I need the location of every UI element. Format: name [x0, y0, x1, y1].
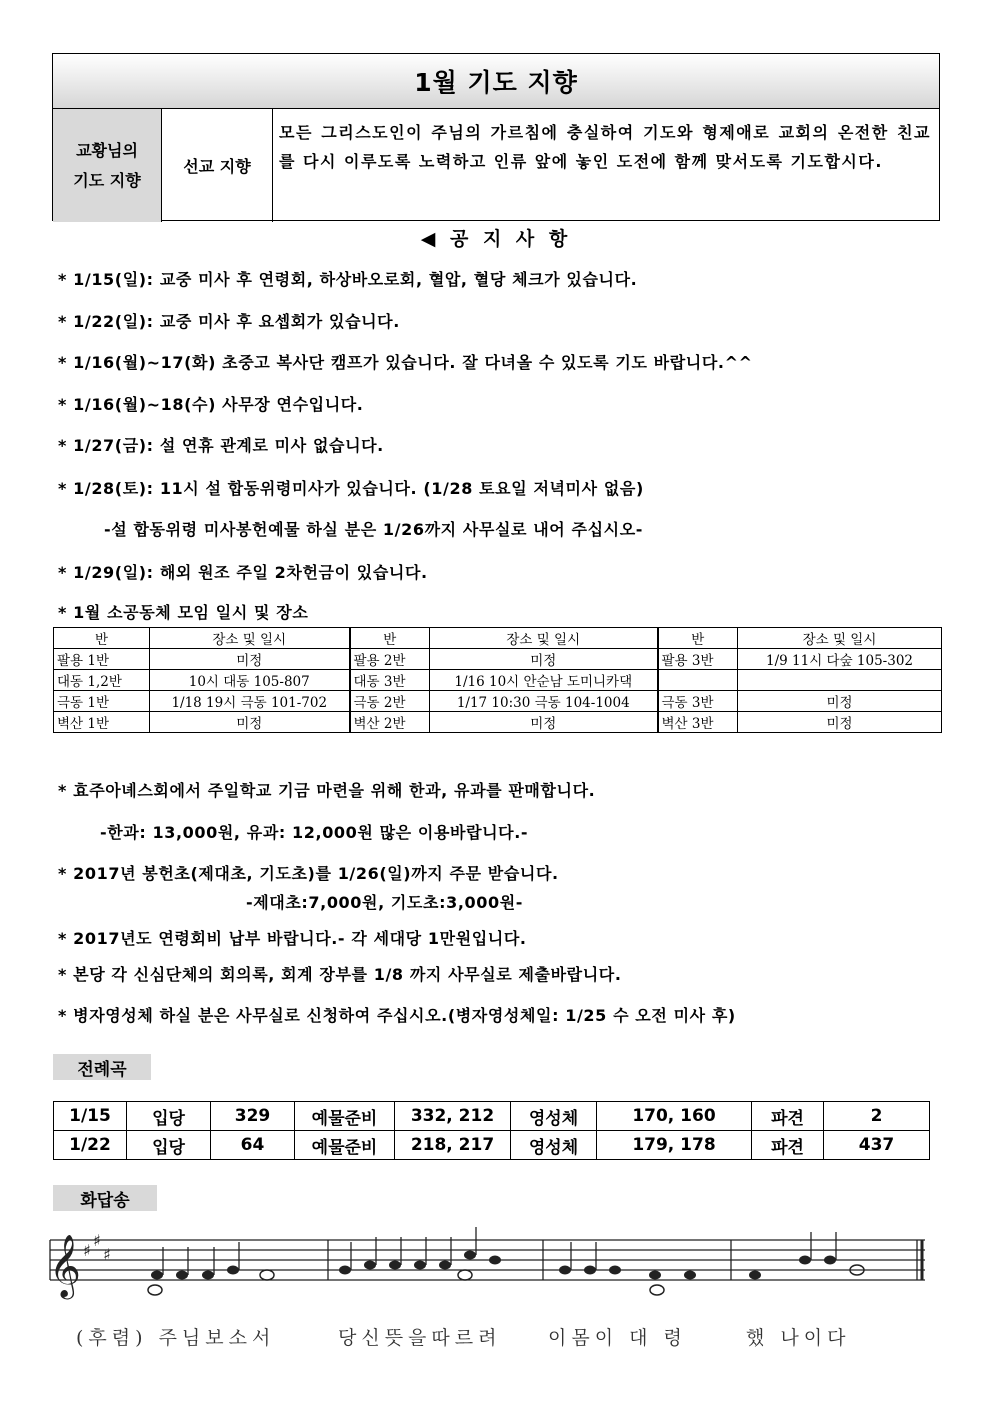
group-name: 팔용 3반	[658, 649, 738, 670]
group-place: 1/18 19시 극동 101-702	[150, 691, 350, 712]
notice-item: * 1/29(일): 해외 원조 주일 2차헌금이 있습니다.	[58, 563, 428, 582]
svg-text:♯: ♯	[83, 1241, 91, 1260]
notice-heading: ◀ 공 지 사 항	[420, 228, 572, 250]
group-name: 팔용 1반	[54, 649, 150, 670]
notice-item: * 효주아녜스회에서 주일학교 기금 마련을 위해 한과, 유과를 판매합니다.	[58, 781, 596, 800]
intention-text: 모든 그리스도인이 주님의 가르침에 충실하여 기도와 형제애로 교회의 온전한 친교를 다시 이루도록 노력하고 인류 앞에 놓인 도전에 함께 맞서도록 기도합시다.	[279, 123, 931, 171]
group-name: 벽산 1반	[54, 712, 150, 733]
psalm-lyric: 했 나이다	[746, 1327, 851, 1349]
intention-label-line2: 기도 지향	[73, 170, 141, 190]
intention-title: 1월 기도 지향	[53, 54, 939, 109]
hymn-label: 영성체	[511, 1131, 597, 1160]
notice-item: * 1월 소공동체 모임 일시 및 장소	[58, 603, 309, 622]
hymn-label: 파견	[752, 1102, 824, 1131]
notice-subitem: -한과: 13,000원, 유과: 12,000원 많은 이용바랍니다.-	[100, 823, 529, 842]
hymn-label: 입당	[127, 1131, 211, 1160]
intention-row	[53, 109, 939, 222]
hymn-label: 파견	[752, 1131, 824, 1160]
table-row	[54, 670, 942, 691]
hymn-label: 영성체	[511, 1102, 597, 1131]
group-place	[738, 670, 942, 691]
hymn-label: 입당	[127, 1102, 211, 1131]
community-meeting-table	[53, 627, 942, 733]
table-row	[54, 691, 942, 712]
notice-subitem: -제대초:7,000원, 기도초:3,000원-	[246, 893, 523, 912]
intention-label-line1: 교황님의	[76, 140, 138, 160]
group-name: 대동 1,2반	[54, 670, 150, 691]
table-row	[54, 1102, 930, 1131]
header-place: 장소 및 일시	[150, 628, 350, 649]
hymn-number: 170, 160	[597, 1102, 752, 1131]
group-place: 미정	[738, 712, 942, 733]
svg-text:♯: ♯	[103, 1245, 111, 1264]
group-name: 극동 2반	[350, 691, 430, 712]
group-place: 미정	[738, 691, 942, 712]
notice-item: * 1/22(일): 교중 미사 후 요셉회가 있습니다.	[58, 312, 400, 331]
group-name: 극동 3반	[658, 691, 738, 712]
header-group: 반	[350, 628, 430, 649]
hymn-number: 179, 178	[597, 1131, 752, 1160]
group-place: 10시 대동 105-807	[150, 670, 350, 691]
hymn-number: 332, 212	[395, 1102, 511, 1131]
hymn-label: 예물준비	[295, 1102, 395, 1131]
group-place: 미정	[430, 649, 658, 670]
svg-text:♯: ♯	[93, 1231, 101, 1250]
hymn-number: 2	[824, 1102, 930, 1131]
notice-item: * 1/16(월)~18(수) 사무장 연수입니다.	[58, 395, 364, 414]
header-place: 장소 및 일시	[430, 628, 658, 649]
notice-item: * 2017년도 연령회비 납부 바랍니다.- 각 세대당 1만원입니다.	[58, 929, 527, 948]
header-place: 장소 및 일시	[738, 628, 942, 649]
hymn-section-tag: 전례곡	[53, 1054, 151, 1080]
notice-item: * 1/15(일): 교중 미사 후 연령회, 하상바오로회, 혈압, 혈당 체크가 있습니다.	[58, 270, 638, 289]
group-place: 미정	[430, 712, 658, 733]
group-name: 대동 3반	[350, 670, 430, 691]
prayer-intention-box	[52, 53, 940, 221]
group-place: 1/9 11시 다숲 105-302	[738, 649, 942, 670]
psalm-lyric: 이몸이 대 령	[548, 1327, 687, 1349]
svg-text:𝄞: 𝄞	[49, 1234, 81, 1297]
group-name: 팔용 2반	[350, 649, 430, 670]
notice-item: * 병자영성체 하실 분은 사무실로 신청하여 주십시오.(병자영성체일: 1/25 수 오전 미사 후)	[58, 1006, 736, 1025]
hymn-number: 64	[211, 1131, 295, 1160]
hymn-number: 437	[824, 1131, 930, 1160]
psalm-lyric: (후렴) 주님보소서	[76, 1327, 276, 1349]
group-place: 1/16 10시 안순남 도미니카댁	[430, 670, 658, 691]
psalm-lyric: 당신뜻을따르려	[338, 1327, 502, 1349]
notice-item: * 2017년 봉헌초(제대초, 기도초)를 1/26(일)까지 주문 받습니다.	[58, 864, 559, 883]
intention-category: 선교 지향	[162, 109, 273, 222]
table-row	[54, 712, 942, 733]
group-name	[658, 670, 738, 691]
hymn-label: 예물준비	[295, 1131, 395, 1160]
group-place: 1/17 10:30 극동 104-1004	[430, 691, 658, 712]
group-place: 미정	[150, 712, 350, 733]
notice-item: * 1/27(금): 설 연휴 관계로 미사 없습니다.	[58, 436, 384, 455]
notice-item: * 1/16(월)~17(화) 초중고 복사단 캠프가 있습니다. 잘 다녀올 수 있도록 기도 바랍니다.^^	[58, 353, 753, 372]
table-header-row	[54, 628, 942, 649]
table-row	[54, 649, 942, 670]
group-name: 벽산 2반	[350, 712, 430, 733]
hymn-date: 1/15	[54, 1102, 127, 1131]
notice-subitem: -설 합동위령 미사봉헌예물 하실 분은 1/26까지 사무실로 내어 주십시오-	[104, 520, 643, 539]
header-group: 반	[658, 628, 738, 649]
music-staff	[45, 1222, 930, 1312]
group-place: 미정	[150, 649, 350, 670]
notice-item: * 1/28(토): 11시 설 합동위령미사가 있습니다. (1/28 토요일 저녁미사 없음)	[58, 479, 644, 498]
psalm-section-tag: 화답송	[53, 1185, 157, 1211]
intention-label	[53, 109, 162, 222]
hymn-number: 329	[211, 1102, 295, 1131]
hymn-date: 1/22	[54, 1131, 127, 1160]
header-group: 반	[54, 628, 150, 649]
table-row	[54, 1131, 930, 1160]
group-name: 극동 1반	[54, 691, 150, 712]
hymn-number: 218, 217	[395, 1131, 511, 1160]
hymn-table	[53, 1101, 930, 1160]
group-name: 벽산 3반	[658, 712, 738, 733]
notice-item: * 본당 각 신심단체의 회의록, 회계 장부를 1/8 까지 사무실로 제출바랍니다.	[58, 965, 622, 984]
